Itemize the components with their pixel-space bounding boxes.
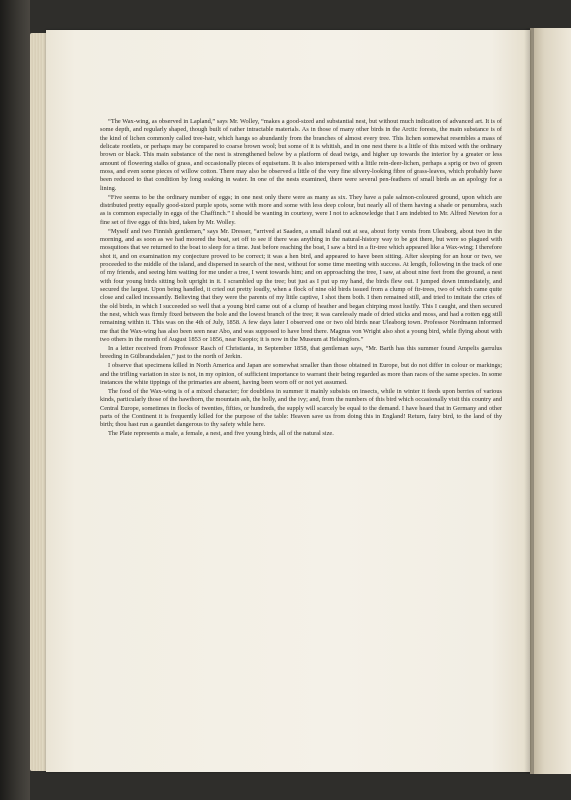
- paragraph-dresser-account: “Myself and two Finnish gentlemen,” says Mr. Dresser, “arrived at Saaden, a small island out at sea, about forty versts from Uleaborg, about two in the morning, and as soon as we had moored the boat, set off to see if there was anything in the natural-history way to be got there, but were so plagued with mosquitoes that we returned to the boat to sleep for a time. Just before reaching the boat, I saw a bird in a fir-tree which appeared like a Wax-wing; I therefore shot it, and on examination my conjecture proved to be correct; it was a hen bird, and appeared to have been sitting. After sleeping for an hour or two, we proceeded to the middle of the island, and dispersed in search of the nest, without for some time meeting with success. At length, following in the track of one of my friends, and seeing him waiting for me under a tree, I went towards him; and on approaching the tree, I saw, at about nine feet from the ground, a nest with four young birds sitting bolt upright in it. I scrambled up the tree; but just as I put up my hand, the birds flew out. I jumped down immediately, and secured the largest. Upon being handled, it cried out pretty loudly, when a flock of nine old birds issued from a clump of fir-trees, two of which came quite close and called incessantly. Believing that they were the parents of my little captive, I shot them both. I then remained still, and tried to imitate the cries of the old birds, in which I succeeded so well that a young bird came out of a clump of heather and began chirping most lustily. This I caught, and then secured the nest, which was firmly fixed between the bole and the lowest branch of the tree; it was carelessly made of dried sticks and moss, and had a rotten egg still remaining within it. This was on the 4th of July, 1858. A few days later I observed one or two old birds near Uleaborg town. Professor Nordmann informed me that the Wax-wing has also been seen near Abo, and was supposed to have bred there. Magnus von Wright also shot a young bird, while flying about with two others in the month of August 1853 or 1856, near Kuopio; it is now in the Museum at Helsingfors.”: [100, 227, 502, 344]
- book-cover-edge: [0, 0, 30, 800]
- paragraph-food: The food of the Wax-wing is of a mixed character; for doubtless in summer it mainly subsists on insects, while in winter it feeds upon berries of various kinds, particularly those of the hawthorn, the mountain ash, the holly, and the ivy; and, from the numbers of this bird which occasionally visit this country and Central Europe, sometimes in flocks of twenties, fifties, or hundreds, the supply will scarcely be equal to the demand. I have heard that in Germany and other parts of the Continent it is frequently killed for the purpose of the table: Heaven save us from doing this in England! Return, fairy bird, to the land of thy birth; thou hast run a gauntlet dangerous to thy safety while here.: [100, 387, 502, 429]
- facing-page: [530, 28, 571, 774]
- paragraph-plate-note: The Plate represents a male, a female, a nest, and five young birds, all of the natural size.: [108, 430, 334, 438]
- page-text: [100, 118, 502, 439]
- paragraph-rasch-letter: In a letter received from Professor Rasch of Christiania, in September 1858, that gentleman says, “Mr. Barth has this summer found Ampelis garrulus breeding in Gülbrandsdalen,” just to the north of Jerkin.: [100, 345, 502, 361]
- paragraph-nest-description: “The Wax-wing, as observed in Lapland,” says Mr. Wolley, “makes a good-sized and substantial nest, but without much indication of advanced art. It is of some depth, and regularly shaped, though built of rather intractable materials. As in those of many other birds in the Arctic forests, the main substance is of the kind of lichen commonly called tree-hair, which hangs so abundantly from the branches of almost every tree. This lichen somewhat resembles a mass of delicate rootlets, or perhaps may be compared to coarse brown wool; but some of it is whitish, and in one nest there is a little of this mixed with the ordinary brown or black. This main substance of the nest is strengthened below by a platform of dead twigs, and higher up towards the interior by a greater or less amount of flowering stalks of grass, and occasionally pieces of equisetum. It is also interspersed with a little rein-deer-lichen, perhaps a sprig or two of green moss, and even some pieces of willow cotton. There may also be observed a little of the very fine silvery-looking fibre of grass-leaves, which probably have been reduced to that condition by long soaking in water. In one of the nests examined, there were several pen-feathers of small birds as an apology for a lining.: [100, 118, 502, 192]
- paragraph-eggs: “Five seems to be the ordinary number of eggs; in one nest only there were as many as six. They have a pale salmon-coloured ground, upon which are distributed pretty equally good-sized purple spots, some with more and some with less deep colour, but nearly all of them having a shade or penumbra, such as is common especially in eggs of the Chaffinch.” I should be wanting in courtesy, were I not to acknowledge that I am indebted to Mr. Alfred Newton for a fine set of five eggs of this bird, taken by Mr. Wolley.: [100, 193, 502, 226]
- gutter-shadow: [524, 28, 534, 774]
- paragraph-specimen-sizes: I observe that specimens killed in North America and Japan are somewhat smaller than those obtained in Europe, but do not differ in colour or markings; and the trifling variation in size is not, in my opinion, of sufficient importance to warrant their being regarded as more than races of the same species. In some instances the white tippings of the primaries are absent, having been worn off or not yet assumed.: [100, 362, 502, 387]
